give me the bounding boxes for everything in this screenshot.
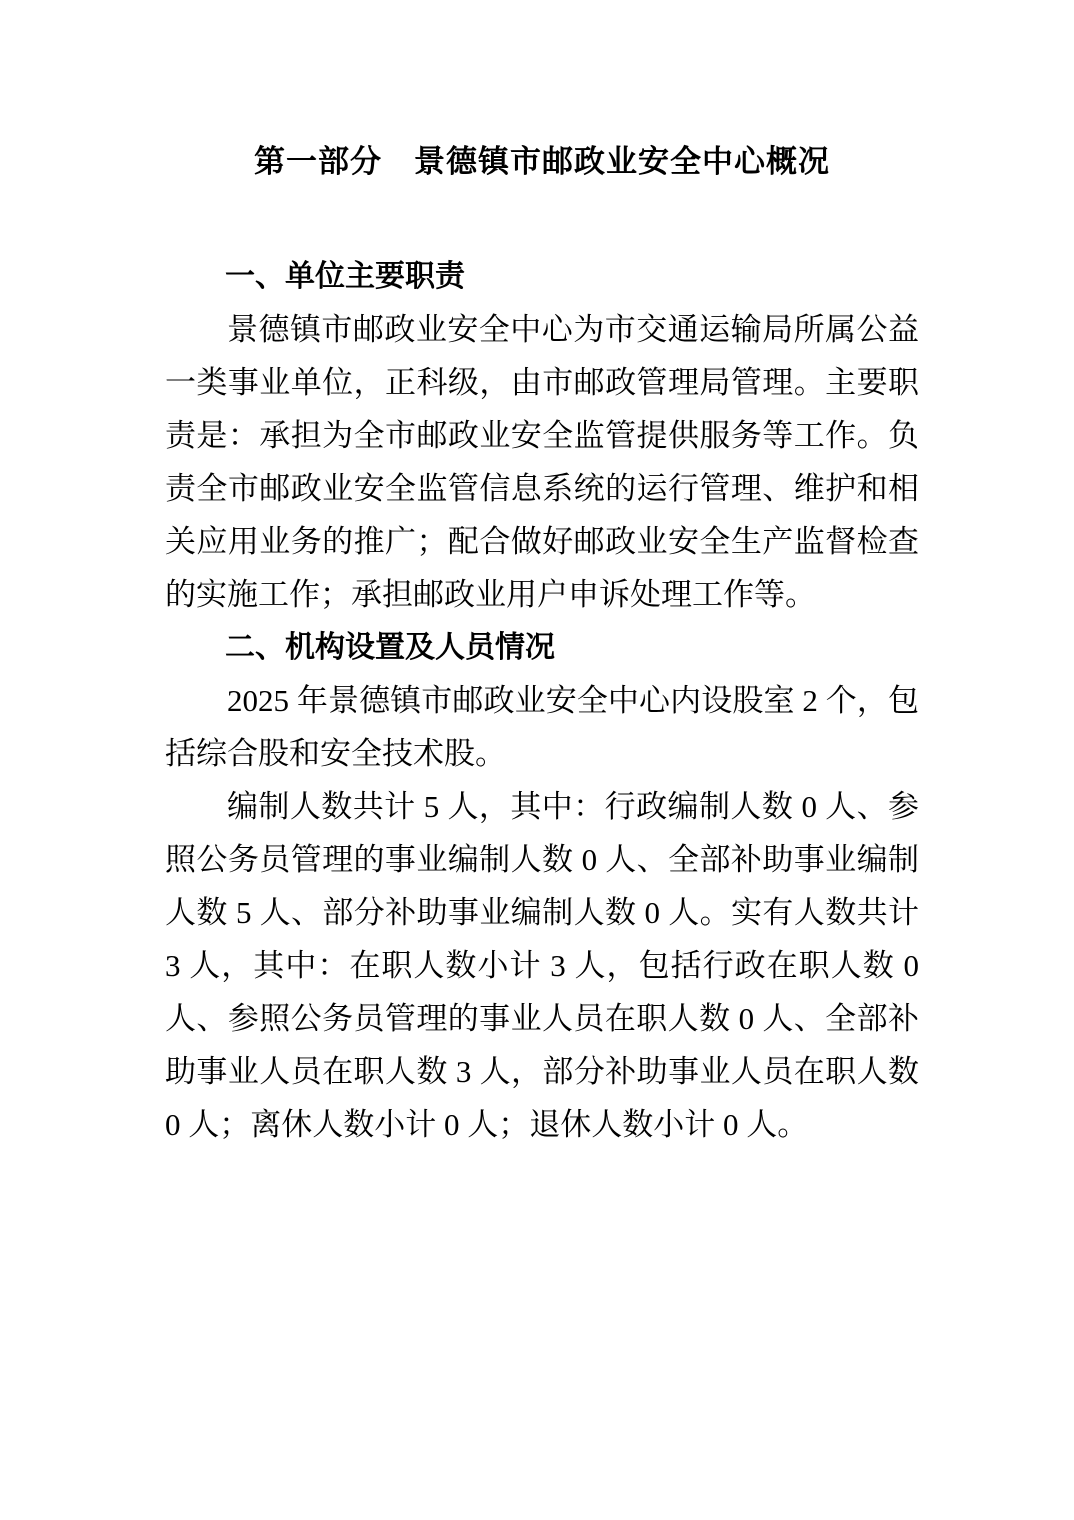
section-2-paragraph-1: 2025 年景德镇市邮政业安全中心内设股室 2 个，包括综合股和安全技术股。: [165, 683, 919, 771]
section-2-heading: 二、机构设置及人员情况: [225, 631, 555, 664]
section-unit-duties: [165, 250, 919, 621]
document-title: 第一部分 景德镇市邮政业安全中心概况: [254, 144, 830, 179]
section-1-paragraph: 景德镇市邮政业安全中心为市交通运输局所属公益一类事业单位，正科级，由市邮政管理局管理。主要职责是：承担为全市邮政业安全监管提供服务等工作。负责全市邮政业安全监管信息系统的运行管理、维护和相关应用业务的推广；配合做好邮政业安全生产监督检查的实施工作；承担邮政业用户申诉处理工作等。: [165, 312, 919, 612]
section-org-staffing: [165, 621, 919, 1151]
section-1-heading: 一、单位主要职责: [225, 260, 465, 293]
section-2-paragraph-2: 编制人数共计 5 人，其中：行政编制人数 0 人、参照公务员管理的事业编制人数 0 人、全部补助事业编制人数 5 人、部分补助事业编制人数 0 人。实有人数共计 3 人，其中：在职人数小计 3 人，包括行政在职人数 0 人、参照公务员管理的事业人员在职人数 0 人、全部补助事业人员在职人数 3 人，部分补助事业人员在职人数 0 人；离休人数小计 0 人；退休人数小计 0 人。: [165, 789, 919, 1142]
